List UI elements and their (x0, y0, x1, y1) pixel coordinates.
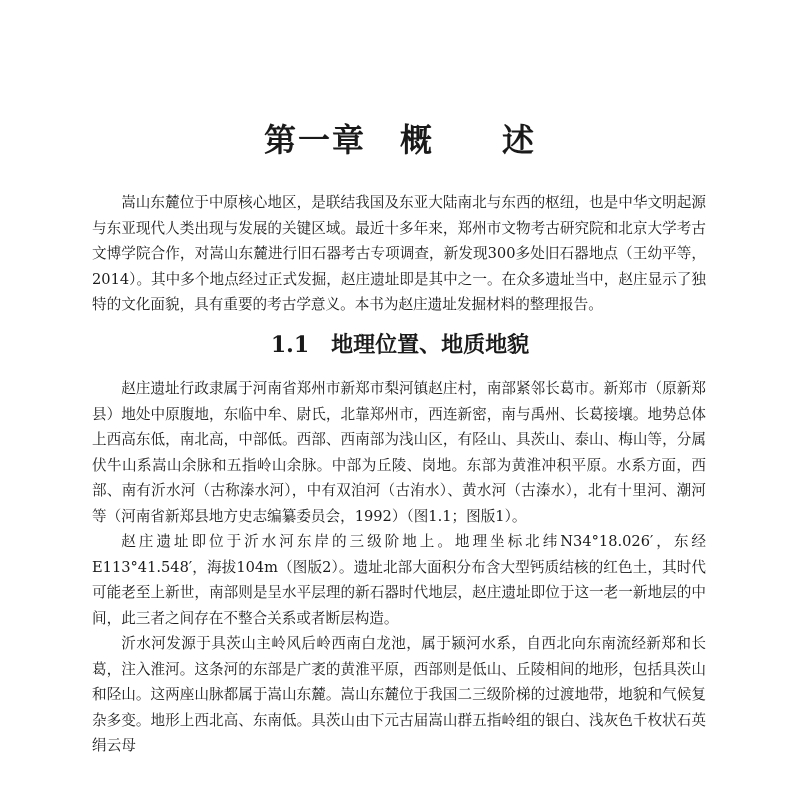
body-paragraph: 沂水河发源于具茨山主岭风后岭西南白龙池，属于颍河水系，自西北向东南流经新郑和长葛，注入淮河。这条河的东部是广袤的黄淮平原，西部则是低山、丘陵相间的地形，包括具茨山和陉山。这两座山脉都属于嵩山东麓。嵩山东麓位于我国二三级阶梯的过渡地带，地貌和气候复杂多变。地形上西北高、东南低。具茨山由下元古届嵩山群五指岭组的银白、浅灰色千枚状石英绢云母 (92, 635, 706, 754)
body-paragraph: 赵庄遗址即位于沂水河东岸的三级阶地上。地理坐标北纬N34°18.026′，东经E113°41.548′，海拔104m（图版2）。遗址北部大面积分布含大型钙质结核的红色土，其时代可能老至上新世，南部则是呈水平层理的新石器时代地层，赵庄遗址即位于这一老一新地层的中间，此三者之间存在不整合关系或者断层构造。 (92, 533, 706, 627)
intro-section (92, 190, 706, 318)
body-paragraph: 赵庄遗址行政隶属于河南省郑州市新郑市梨河镇赵庄村，南部紧邻长葛市。新郑市（原新郑县）地处中原腹地，东临中牟、尉氏，北靠郑州市，西连新密，南与禹州、长葛接壤。地势总体上西高东低，南北高，中部低。西部、西南部为浅山区，有陉山、具茨山、泰山、梅山等，分属伏牛山系嵩山余脉和五指岭山余脉。中部为丘陵、岗地。东部为黄淮冲积平原。水系方面，西部、南有沂水河（古称溱水河），中有双洎河（古洧水）、黄水河（古溱水），北有十里河、潮河等（河南省新郑县地方史志编纂委员会，1992）（图1.1；图版1）。 (92, 380, 706, 525)
section-heading: 1.1 地理位置、地质地貌 (270, 332, 530, 358)
chapter-title: 第一章 概 述 (263, 121, 536, 159)
section-body (92, 376, 706, 759)
intro-paragraph: 嵩山东麓位于中原核心地区，是联结我国及东亚大陆南北与东西的枢纽，也是中华文明起源与东亚现代人类出现与发展的关键区域。最近十多年来，郑州市文物考古研究院和北京大学考古文博学院合作，对嵩山东麓进行旧石器考古专项调查，新发现300多处旧石器地点（王幼平等，2014）。其中多个地点经过正式发掘，赵庄遗址即是其中之一。在众多遗址当中，赵庄显示了独特的文化面貌，具有重要的考古学意义。本书为赵庄遗址发掘材料的整理报告。 (92, 194, 706, 313)
